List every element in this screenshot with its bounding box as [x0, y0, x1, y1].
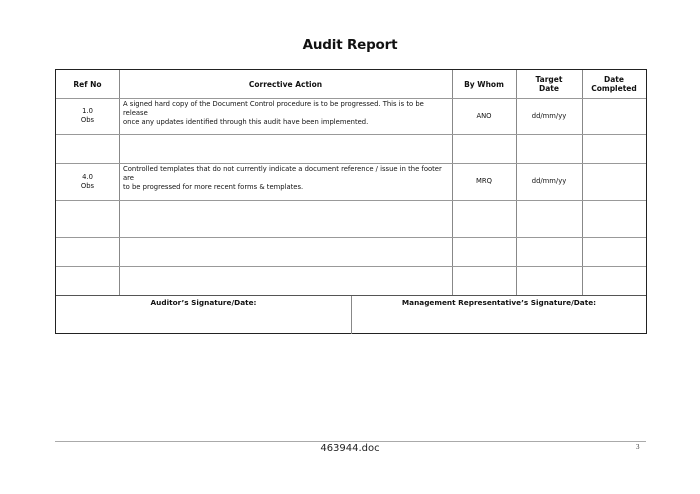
- row-divider: [56, 237, 646, 238]
- page-number: 3: [636, 443, 640, 451]
- row-divider: [56, 295, 646, 296]
- table-row-ref: [56, 98, 119, 134]
- action-line: A signed hard copy of the Document Control procedure is to be progressed. This is to be release: [123, 100, 424, 117]
- action-line: once any updates identified through this audit have been implemented.: [123, 118, 369, 126]
- footer-filename: 463944.doc: [320, 443, 380, 454]
- action-line: to be progressed for more recent forms & templates.: [123, 183, 304, 191]
- audit-table: [55, 69, 647, 334]
- auditor-signature-label: Auditor’s Signature/Date:: [150, 298, 257, 307]
- ref-number: 1.0: [82, 107, 93, 115]
- action-line: Controlled templates that do not currently indicate a document reference / issue in the footer are: [123, 165, 442, 182]
- corrective-action-text: [123, 165, 449, 192]
- header-date-completed: [582, 70, 646, 98]
- ref-type: Obs: [80, 116, 95, 124]
- row-divider: [56, 266, 646, 267]
- page-title: Audit Report: [302, 37, 398, 53]
- row-divider: [56, 134, 646, 135]
- target-date-cell: dd/mm/yy: [531, 177, 567, 185]
- row-divider: [56, 200, 646, 201]
- header-by-whom: By Whom: [464, 79, 504, 89]
- ref-type: Obs: [80, 181, 95, 190]
- corrective-action-text: [123, 100, 449, 127]
- header-date-completed-line1: Date: [604, 75, 624, 84]
- by-whom-cell: MRQ: [476, 177, 492, 185]
- management-signature-label: Management Representative’s Signature/Date:: [401, 298, 597, 307]
- header-target-date-line2: Date: [539, 84, 559, 93]
- ref-number: 4.0: [82, 172, 93, 181]
- target-date-cell: dd/mm/yy: [531, 111, 567, 120]
- date-completed-cell: [582, 98, 646, 134]
- header-corrective-action: Corrective Action: [248, 79, 323, 89]
- column-divider: [119, 70, 120, 295]
- header-target-date: [516, 70, 582, 98]
- footer-divider: [55, 441, 646, 442]
- table-row-ref: [56, 163, 119, 200]
- header-ref-no: Ref No: [73, 79, 102, 89]
- date-completed-cell: [582, 163, 646, 200]
- header-target-date-line1: Target: [535, 75, 563, 84]
- by-whom-cell: ANO: [476, 111, 492, 120]
- header-date-completed-line2: Completed: [591, 84, 637, 93]
